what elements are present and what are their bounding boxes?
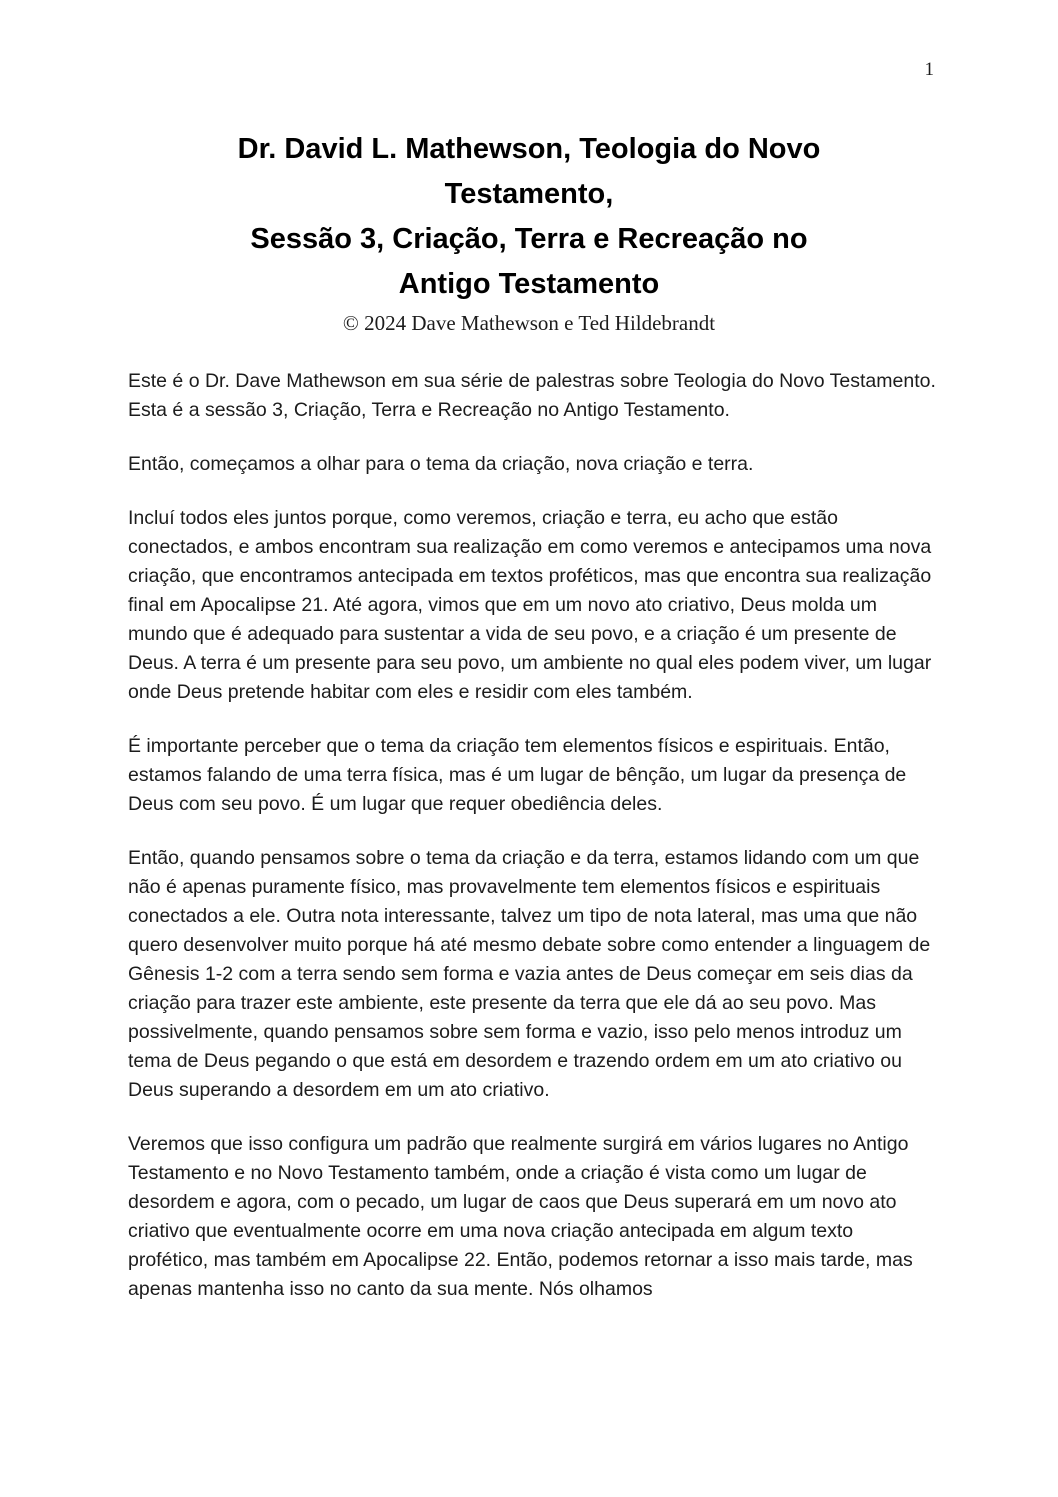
paragraph-3: Incluí todos eles juntos porque, como veremos, criação e terra, eu acho que estão conectados, e ambos encontram sua realização em como veremos e antecipamos uma nova criação, que encontramos antecipada em textos proféticos, mas que encontra sua realização final em Apocalipse 21. Até agora, vimos que em um novo ato criativo, Deus molda um mundo que é adequado para sustentar a vida de seu povo, e a criação é um presente de Deus. A terra é um presente para seu povo, um ambiente no qual eles podem viver, um lugar onde Deus pretende habitar com eles e residir com eles também.: [128, 507, 932, 703]
copyright-line: © 2024 Dave Mathewson e Ted Hildebrandt: [342, 311, 716, 335]
paragraph-4: É importante perceber que o tema da criação tem elementos físicos e espirituais. Então, estamos falando de uma terra física, mas é um lugar de bênção, um lugar da presença de Deus com seu povo. É um lugar que requer obediência deles.: [128, 735, 907, 815]
title-line-1: Dr. David L. Mathewson, Teologia do Novo: [237, 133, 821, 165]
paragraph-6: Veremos que isso configura um padrão que realmente surgirá em vários lugares no Antigo Testamento e no Novo Testamento também, onde a criação é vista como um lugar de desordem e agora, com o pecado, um lugar de caos que Deus superará em um novo ato criativo que eventualmente ocorre em uma nova criação antecipada em algum texto profético, mas também em Apocalipse 22. Então, podemos retornar a isso mais tarde, mas apenas mantenha isso no canto da sua mente. Nós olhamos: [128, 1133, 913, 1300]
title-line-4: Antigo Testamento: [398, 268, 660, 300]
page-number: 1: [924, 59, 934, 80]
document-title: [0, 0, 1058, 336]
paragraph-2: Então, começamos a olhar para o tema da criação, nova criação e terra.: [128, 453, 754, 475]
title-line-3: Sessão 3, Criação, Terra e Recreação no: [250, 223, 808, 255]
paragraph-1: Este é o Dr. Dave Mathewson em sua série de palestras sobre Teologia do Novo Testamento. Esta é a sessão 3, Criação, Terra e Recreação no Antigo Testamento.: [128, 370, 936, 421]
document-body: [0, 367, 1058, 1304]
title-line-2: Testamento,: [444, 178, 614, 210]
paragraph-5: Então, quando pensamos sobre o tema da criação e da terra, estamos lidando com um que não é apenas puramente físico, mas provavelmente tem elementos físicos e espirituais conectados a ele. Outra nota interessante, talvez um tipo de nota lateral, mas uma que não quero desenvolver muito porque há até mesmo debate sobre como entender a linguagem de Gênesis 1-2 com a terra sendo sem forma e vazia antes de Deus começar em seis dias da criação para trazer este ambiente, este presente da terra que ele dá ao seu povo. Mas possivelmente, quando pensamos sobre sem forma e vazio, isso pelo menos introduz um tema de Deus pegando o que está em desordem e trazendo ordem em um ato criativo ou Deus superando a desordem em um ato criativo.: [128, 847, 931, 1101]
